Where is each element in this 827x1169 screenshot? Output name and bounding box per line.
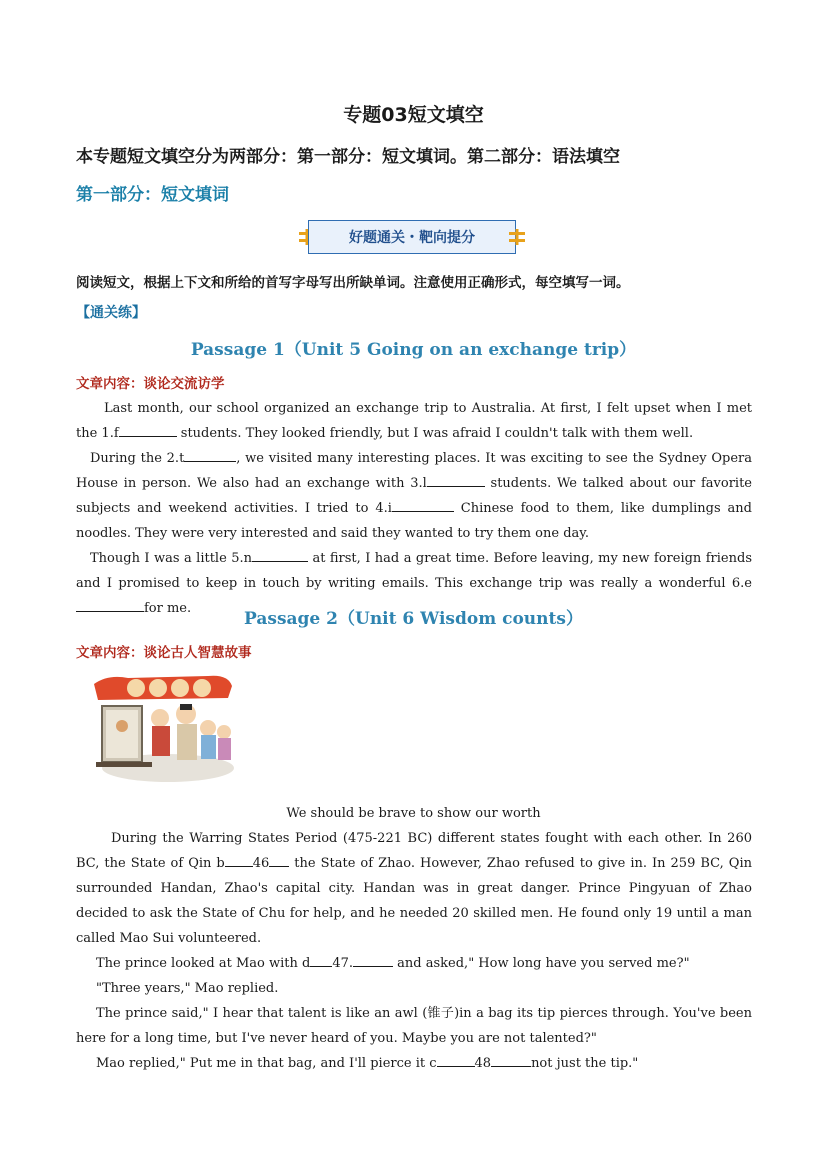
banner-label: 好题通关・靶向提分 — [308, 220, 516, 254]
passage2-text: The prince said," I hear that talent is like an awl (锥子)in a bag its tip pierces through. You've been here for a long time, but I've never heard of you. Maybe you are not talented?" — [76, 1006, 752, 1046]
blank-48-pre[interactable] — [437, 1051, 475, 1067]
passage1-text: at first, I had a great time. Before leaving, my new foreign friends and I promised to keep in touch by writing emails. This exchange trip was really a wonderful 6.e — [76, 551, 752, 591]
blank-47-pre[interactable] — [310, 951, 332, 967]
passage2-text: During the Warring States Period (475-221 BC) different states fought with each other. In 260 BC, the State of Qin b — [76, 831, 752, 871]
blank-46-number: 46 — [252, 856, 270, 871]
blank-1[interactable] — [119, 421, 177, 437]
passage2-text: Mao replied," Put me in that bag, and I'll pierce it c — [96, 1056, 437, 1071]
page-title: 专题03短文填空 — [343, 104, 484, 126]
passage2-text: "Three years," Mao replied. — [96, 981, 279, 996]
passage1-body — [76, 396, 752, 621]
passage1-text: Chinese food to them, like dumplings and noodles. They were very interested and said they wanted to try them one day. — [76, 501, 752, 541]
passage1-topic: 文章内容：谈论交流访学 — [76, 376, 225, 392]
blank-4[interactable] — [392, 496, 454, 512]
blank-46-pre[interactable] — [225, 851, 253, 867]
banner — [298, 220, 528, 256]
passage2-text: the State of Zhao. However, Zhao refused to give in. In 259 BC, Qin surrounded Handan, Zhao's capital city. Handan was in great danger. Prince Pingyuan of Zhao decided to ask the State of Chu for help, and he needed 20 skilled men. He found only 19 until a man called Mao Sui volunteered. — [76, 856, 752, 946]
passage1-title: Passage 1（Unit 5 Going on an exchange trip） — [190, 340, 637, 360]
passage1-text: students. We talked about our favorite subjects and weekend activities. I tried to 4.i — [76, 476, 752, 516]
blank-2[interactable] — [184, 446, 236, 462]
passage2-text: The prince looked at Mao with d — [96, 956, 311, 971]
passage2-title: Passage 2（Unit 6 Wisdom counts） — [244, 609, 583, 629]
passage1-text: , we visited many interesting places. It was exciting to see the Sydney Opera House in person. We also had an exchange with 3.l — [76, 451, 752, 491]
instruction: 阅读短文，根据上下文和所给的首写字母写出所缺单词。注意使用正确形式，每空填写一词。 — [76, 275, 630, 291]
blank-48-post[interactable] — [491, 1051, 531, 1067]
blank-47-post[interactable] — [353, 951, 393, 967]
blank-47-number: 47. — [332, 956, 354, 971]
passage1-text: Last month, our school organized an exchange trip to Australia. At first, I felt upset when I met the 1.f — [76, 401, 752, 441]
right-ornament-icon — [508, 228, 526, 246]
blank-3[interactable] — [427, 471, 485, 487]
passage1-text: Though I was a little 5.n — [90, 551, 252, 566]
illustration-caption — [128, 679, 164, 692]
passage1-text: for me. — [144, 601, 192, 616]
passage2-text: and asked," How long have you served me?" — [393, 956, 690, 971]
practice-tag: 【通关练】 — [76, 305, 146, 321]
passage2-topic: 文章内容：谈论古人智慧故事 — [76, 645, 252, 661]
story-title: We should be brave to show our worth — [286, 806, 541, 821]
passage2-text: not just the tip." — [531, 1056, 639, 1071]
blank-5[interactable] — [252, 546, 308, 562]
passage1-text: During the 2.t — [90, 451, 185, 466]
blank-46-post[interactable] — [269, 851, 289, 867]
intro-text: 本专题短文填空分为两部分：第一部分：短文填词。第二部分：语法填空 — [76, 147, 620, 167]
passage1-text: students. They looked friendly, but I was afraid I couldn't talk with them well. — [180, 426, 694, 441]
passage2-body — [76, 826, 752, 1076]
story-illustration — [88, 668, 236, 786]
blank-48-number: 48 — [474, 1056, 492, 1071]
part1-heading: 第一部分：短文填词 — [76, 185, 229, 205]
